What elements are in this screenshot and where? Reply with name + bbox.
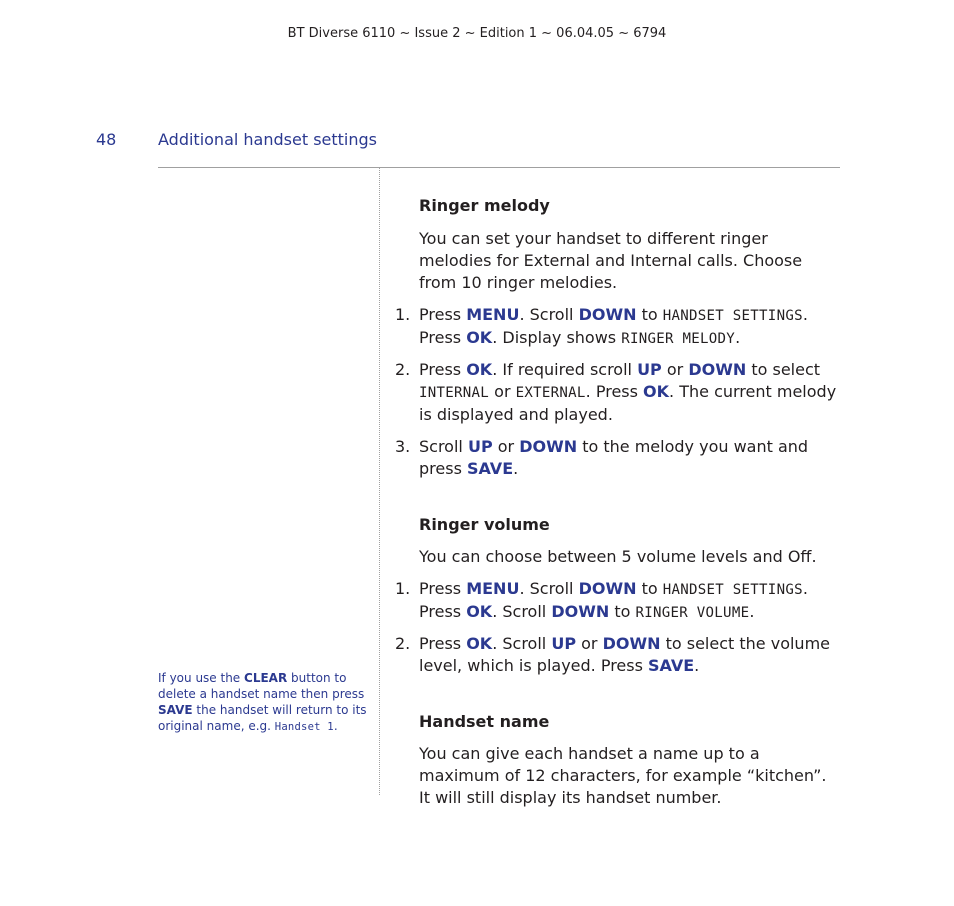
section-title-ringer-volume: Ringer volume (419, 515, 550, 534)
side-note-text: . (333, 719, 338, 733)
ringer-volume-step-2 (380, 633, 846, 677)
step-number: 2. (395, 360, 411, 379)
section-title-handset-name: Handset name (419, 712, 550, 731)
key-save: SAVE (466, 459, 514, 478)
key-menu: MENU (466, 579, 520, 598)
key-up: UP (551, 634, 577, 653)
ringer-volume-step-1 (380, 578, 846, 624)
key-ok: OK (466, 360, 493, 379)
step-number: 1. (395, 579, 411, 598)
side-note-display-text: Handset 1 (274, 721, 334, 733)
handset-name-intro: You can give each handset a name up to a maximum of 12 characters, for example “kitchen”. It will still display its handset number. (419, 744, 827, 807)
step-number: 2. (395, 634, 411, 653)
key-down: DOWN (551, 602, 610, 621)
key-save: SAVE (648, 656, 695, 675)
display-text: INTERNAL (419, 385, 490, 401)
key-ok: OK (466, 602, 493, 621)
display-text: RINGER MELODY (621, 331, 736, 347)
key-up: UP (467, 437, 493, 456)
key-down: DOWN (578, 579, 637, 598)
side-note (158, 670, 373, 735)
key-menu: MENU (466, 305, 520, 324)
step-text: Scroll UP or DOWN to the melody you want and press SAVE. (419, 437, 809, 478)
key-down: DOWN (688, 360, 747, 379)
key-down: DOWN (602, 634, 661, 653)
ringer-melody-intro: You can set your handset to different ringer melodies for External and Internal calls. Choose from 10 ringer melodies. (419, 229, 803, 292)
key-ok: OK (466, 328, 493, 347)
display-text: HANDSET SETTINGS (662, 308, 803, 324)
ringer-melody-step-3 (380, 436, 846, 480)
step-number: 3. (395, 437, 411, 456)
display-text: EXTERNAL (515, 385, 586, 401)
side-note-key-save: SAVE (158, 703, 193, 717)
header-rule (158, 167, 840, 168)
ringer-melody-step-2 (380, 359, 846, 426)
side-note-text: the handset will return to its original name, e.g. (158, 703, 367, 733)
step-text: Press MENU. Scroll DOWN to HANDSET SETTINGS. Press OK. Display shows RINGER MELODY. (419, 305, 808, 347)
key-ok: OK (643, 382, 670, 401)
side-note-key-clear: CLEAR (244, 671, 288, 685)
step-number: 1. (395, 305, 411, 324)
key-down: DOWN (519, 437, 578, 456)
page-number: 48 (96, 130, 117, 149)
side-note-text: If you use the (158, 671, 245, 685)
display-text: RINGER VOLUME (635, 605, 750, 621)
ringer-melody-step-1 (380, 304, 846, 350)
side-note-text: button to delete a handset name then press (158, 671, 365, 701)
ringer-volume-intro: You can choose between 5 volume levels and Off. (419, 547, 817, 566)
key-up: UP (637, 360, 662, 379)
page-title: Additional handset settings (158, 130, 377, 149)
step-text: Press OK. If required scroll UP or DOWN to select INTERNAL or EXTERNAL. Press OK. The current melody is displayed and played. (419, 360, 837, 424)
key-ok: OK (466, 634, 493, 653)
running-head: BT Diverse 6110 ~ Issue 2 ~ Edition 1 ~ 06.04.05 ~ 6794 (287, 26, 667, 41)
step-text: Press MENU. Scroll DOWN to HANDSET SETTINGS. Press OK. Scroll DOWN to RINGER VOLUME. (419, 579, 808, 621)
key-down: DOWN (578, 305, 637, 324)
column-divider (379, 168, 380, 795)
section-title-ringer-melody: Ringer melody (419, 196, 550, 215)
step-text: Press OK. Scroll UP or DOWN to select the volume level, which is played. Press SAVE. (419, 634, 830, 675)
display-text: HANDSET SETTINGS (662, 582, 803, 598)
